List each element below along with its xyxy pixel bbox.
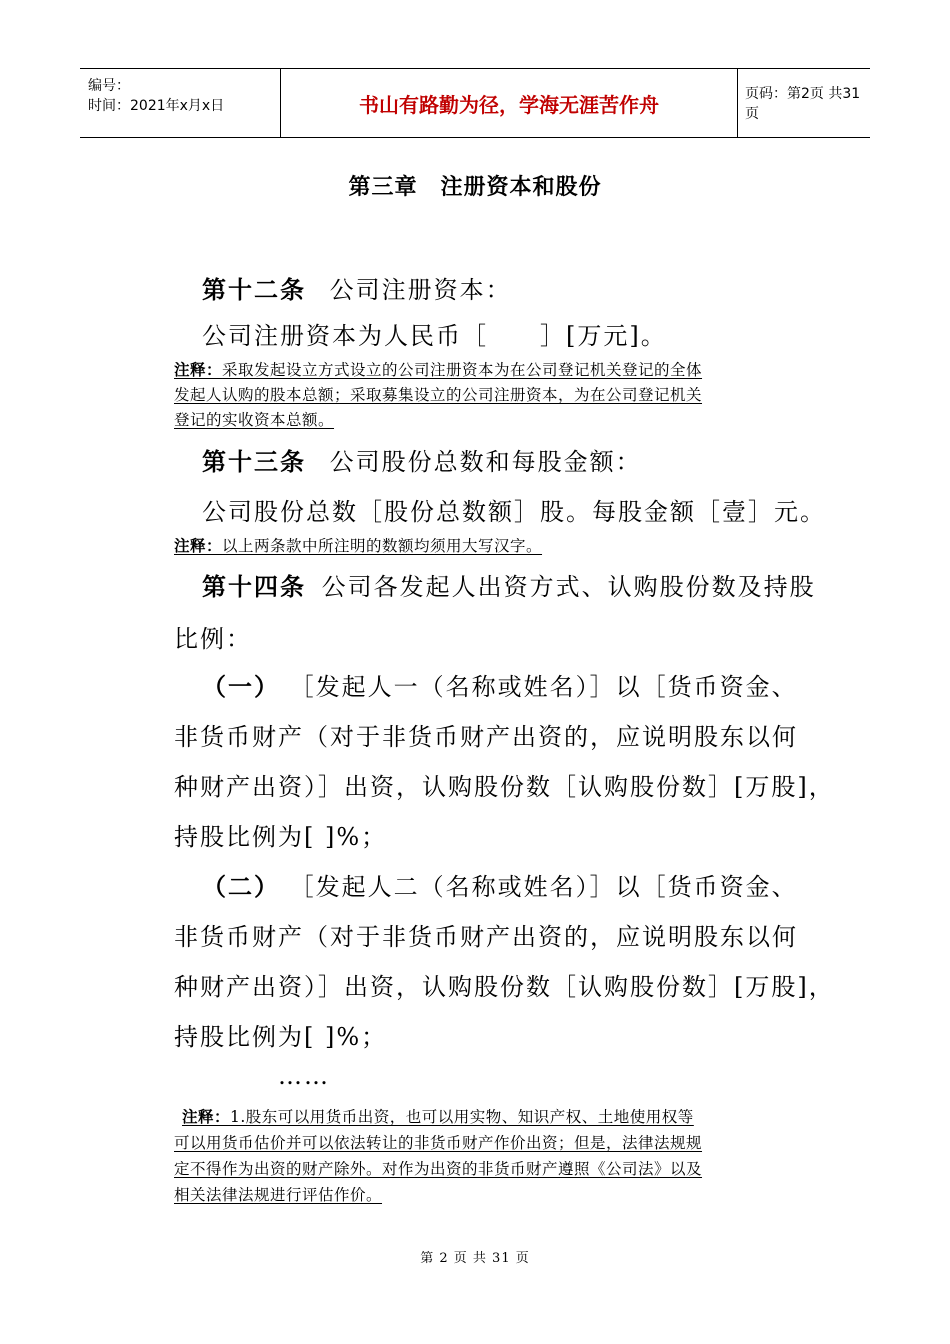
article-14-heading: 公司各发起人出资方式、认购股份数及持股 <box>321 573 816 601</box>
note-3-line-4: 相关法律法规进行评估作价。 <box>174 1186 383 1204</box>
article-14-heading-cont: 比例： <box>174 625 252 653</box>
note-3-line-3: 定不得作为出资的财产除外。对作为出资的非货币财产遵照《公司法》以及 <box>174 1160 703 1178</box>
item-1-line-3: 种财产出资）］出资，认购股份数［认购股份数］[万股]， <box>174 773 835 801</box>
note-1-line-1: 注释：采取发起设立方式设立的公司注册资本为在公司登记机关登记的全体 <box>174 361 703 379</box>
page-footer: 第 2 页 共 31 页 <box>420 1251 530 1266</box>
article-14-title: 第十四条 <box>202 573 306 601</box>
item-1-line-2: 非货币财产（对于非货币财产出资的，应说明股东以何 <box>174 723 798 751</box>
article-13-body: 公司股份总数［股份总数额］股。每股金额［壹］元。 <box>202 498 826 526</box>
time-label: 时间：2021年x月x日 <box>88 98 225 114</box>
header-motto: 书山有路勤为径，学海无涯苦作舟 <box>280 69 738 137</box>
item-2-line-2: 非货币财产（对于非货币财产出资的，应说明股东以何 <box>174 923 798 951</box>
number-label: 编号： <box>88 78 130 94</box>
article-12-title: 第十二条 <box>202 276 306 304</box>
item-1-line-4: 持股比例为[ ]%； <box>174 823 388 851</box>
page-header <box>80 68 870 138</box>
header-page-info: 页码：第2页 共31页 <box>745 86 861 122</box>
item-1-line-1: （一） ［发起人一（名称或姓名）］以［货币资金、 <box>202 673 798 701</box>
note-1-line-3: 登记的实收资本总额。 <box>174 411 335 429</box>
note-1-line-2: 发起人认购的股本总额；采取募集设立的公司注册资本，为在公司登记机关 <box>174 386 703 404</box>
chapter-title: 第三章 注册资本和股份 <box>348 175 602 200</box>
item-2-line-4: 持股比例为[ ]%； <box>174 1023 388 1051</box>
ellipsis: …… <box>278 1062 330 1090</box>
header-meta <box>80 69 280 137</box>
note-1-label: 注释： <box>174 361 223 379</box>
item-2-line-1: （二） ［发起人二（名称或姓名）］以［货币资金、 <box>202 873 798 901</box>
note-2-label: 注释： <box>174 537 223 555</box>
item-2-line-3: 种财产出资）］出资，认购股份数［认购股份数］[万股]， <box>174 973 835 1001</box>
article-12-heading: 公司注册资本： <box>329 276 512 304</box>
article-12 <box>202 270 512 305</box>
article-14 <box>202 567 816 602</box>
article-12-body: 公司注册资本为人民币［ ］[万元]。 <box>202 322 667 350</box>
note-2: 注释：以上两条款中所注明的数额均须用大写汉字。 <box>174 537 543 555</box>
note-3-line-1: 注释：1.股东可以用货币出资，也可以用实物、知识产权、土地使用权等 <box>182 1108 694 1126</box>
article-13-title: 第十三条 <box>202 448 306 476</box>
article-13-heading: 公司股份总数和每股金额： <box>329 448 642 476</box>
item-2-number: （二） <box>202 873 280 901</box>
item-1-number: （一） <box>202 673 280 701</box>
article-13 <box>202 442 642 477</box>
note-3-line-2: 可以用货币估价并可以依法转让的非货币财产作价出资；但是，法律法规规 <box>174 1134 703 1152</box>
note-3-label: 注释： <box>182 1108 231 1126</box>
